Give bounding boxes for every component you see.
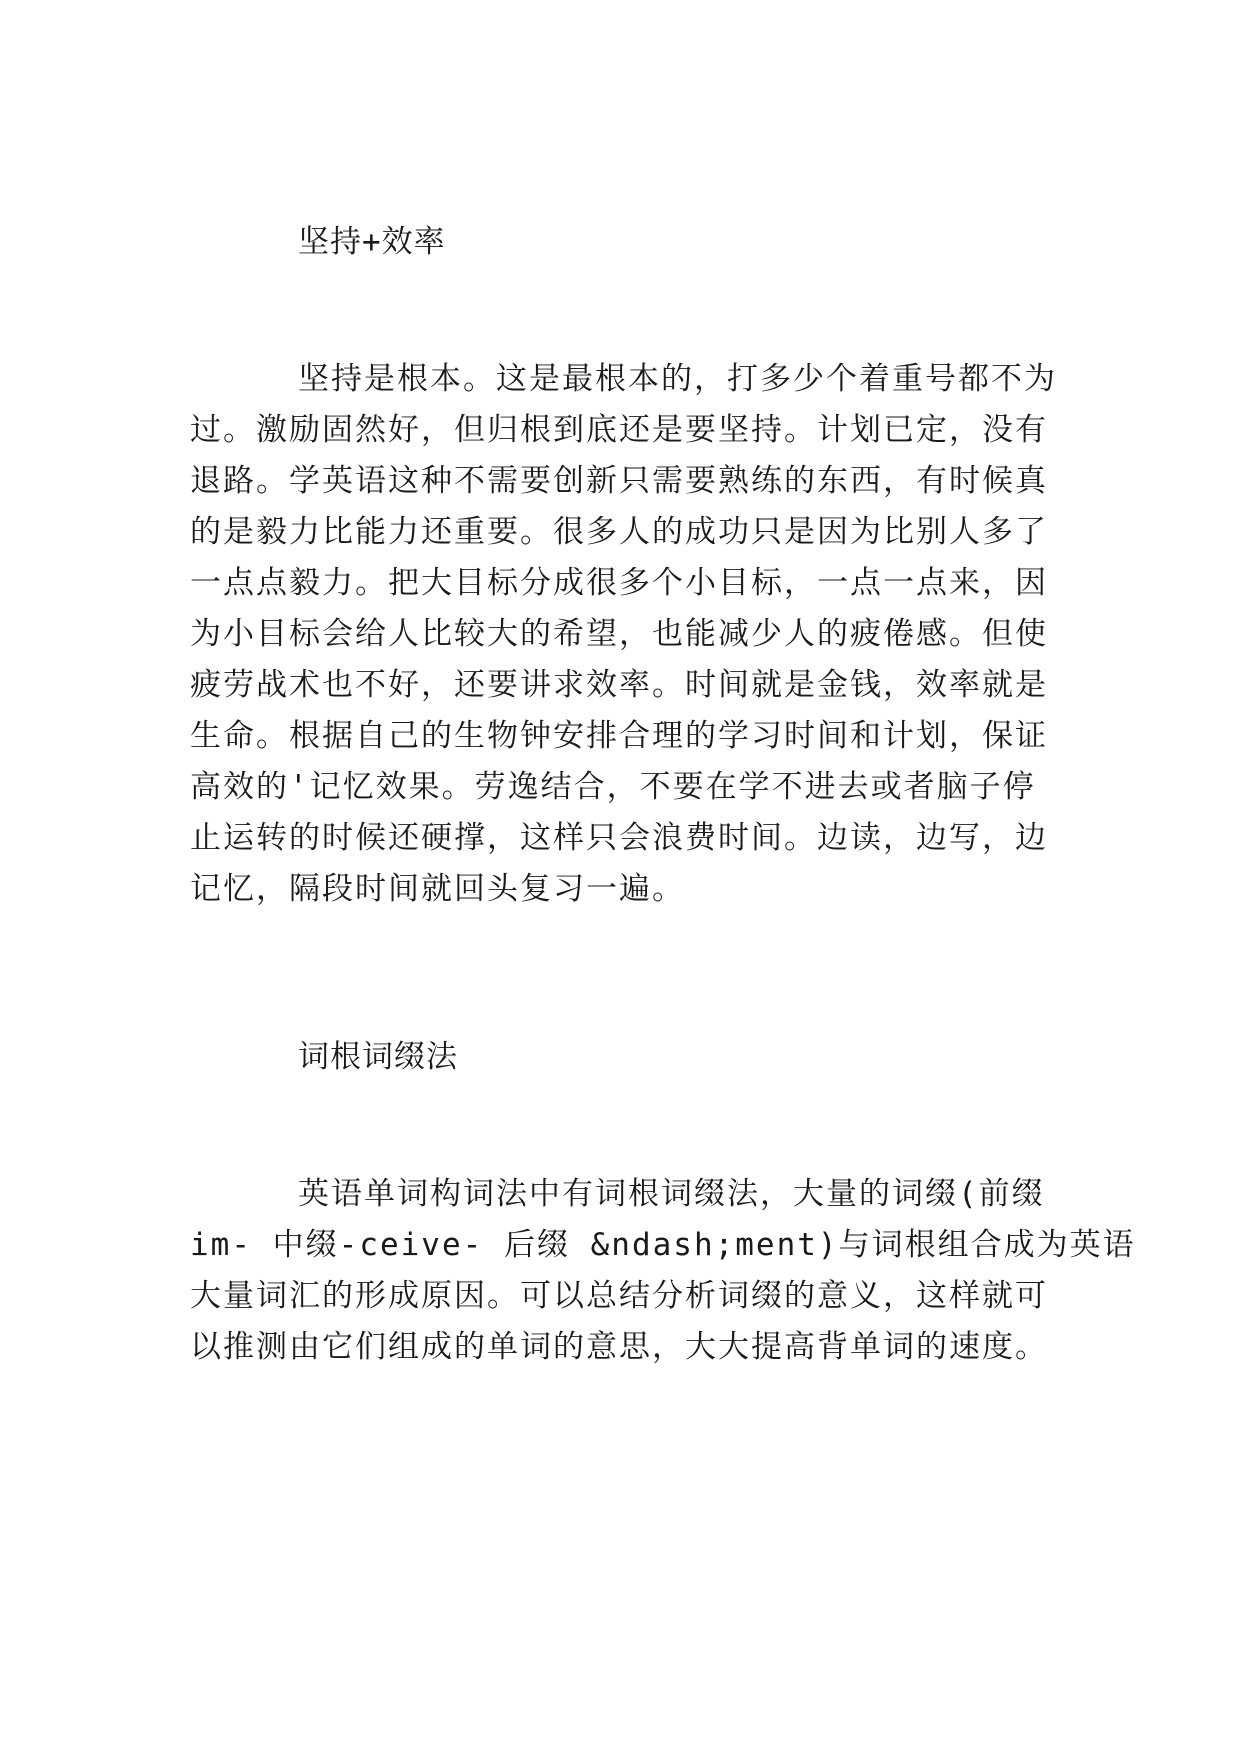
paragraph-line: 疲劳战术也不好，还要讲求效率。时间就是金钱，效率就是 [190,667,1048,703]
paragraph-line: 过。激励固然好，但归根到底还是要坚持。计划已定，没有 [190,412,1048,448]
paragraph-line: 生命。根据自己的生物钟安排合理的学习时间和计划，保证 [190,718,1048,754]
paragraph-line: 的是毅力比能力还重要。很多人的成功只是因为比别人多了 [190,514,1048,550]
paragraph-line: im- 中缀-ceive- 后缀 &ndash;ment)与词根组合成为英语 [190,1227,1136,1263]
paragraph-line: 高效的'记忆效果。劳逸结合，不要在学不进去或者脑子停 [190,769,1036,805]
paragraph-line: 为小目标会给人比较大的希望，也能减少人的疲倦感。但使 [190,616,1048,652]
paragraph-line: 以推测由它们组成的单词的意思，大大提高背单词的速度。 [190,1329,1048,1365]
paragraph-line: 一点点毅力。把大目标分成很多个小目标，一点一点来，因 [190,565,1048,601]
section-heading-persistence: 坚持+效率 [298,224,446,260]
paragraph-line: 英语单词构词法中有词根词缀法，大量的词缀(前缀 [298,1176,1045,1212]
paragraph-line: 坚持是根本。这是最根本的，打多少个着重号都不为 [298,361,1057,397]
paragraph-line: 记忆，隔段时间就回头复习一遍。 [190,871,685,907]
section-heading-word-roots: 词根词缀法 [298,1039,458,1075]
paragraph-line: 退路。学英语这种不需要创新只需要熟练的东西，有时候真 [190,463,1048,499]
paragraph-line: 大量词汇的形成原因。可以总结分析词缀的意义，这样就可 [190,1278,1048,1314]
paragraph-line: 止运转的时候还硬撑，这样只会浪费时间。边读，边写，边 [190,820,1048,856]
